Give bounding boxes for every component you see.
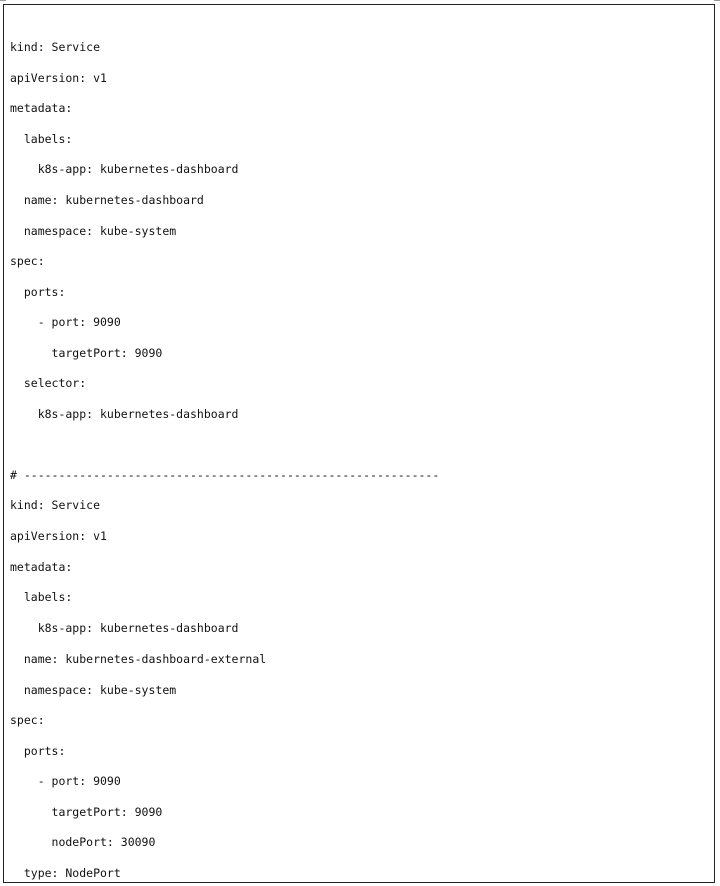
code-line: apiVersion: v1: [10, 71, 107, 85]
code-line: - port: 9090: [10, 315, 121, 329]
code-line: apiVersion: v1: [10, 529, 107, 543]
code-line: ports:: [10, 285, 66, 299]
code-line: labels:: [10, 590, 73, 604]
code-line: ports:: [10, 744, 66, 758]
code-comment-separator: # ------------------------------------------------------------: [10, 468, 440, 482]
code-line: - port: 9090: [10, 774, 121, 788]
code-line: k8s-app: kubernetes-dashboard: [10, 407, 239, 421]
code-line: targetPort: 9090: [10, 805, 163, 819]
code-line: k8s-app: kubernetes-dashboard: [10, 621, 239, 635]
code-line: spec:: [10, 713, 45, 727]
code-line: namespace: kube-system: [10, 224, 177, 238]
code-line: kind: Service: [10, 40, 101, 54]
code-line: metadata:: [10, 560, 73, 574]
code-line: name: kubernetes-dashboard: [10, 193, 204, 207]
code-line: namespace: kube-system: [10, 683, 177, 697]
code-line: metadata:: [10, 101, 73, 115]
code-line: k8s-app: kubernetes-dashboard: [10, 162, 239, 176]
code-line: selector:: [10, 376, 87, 390]
code-line: spec:: [10, 254, 45, 268]
code-line: type: NodePort: [10, 866, 121, 880]
code-line: targetPort: 9090: [10, 346, 163, 360]
code-line: labels:: [10, 132, 73, 146]
code-block: [3, 4, 715, 883]
code-line: kind: Service: [10, 498, 101, 512]
code-line: nodePort: 30090: [10, 835, 156, 849]
code-line: name: kubernetes-dashboard-external: [10, 652, 267, 666]
